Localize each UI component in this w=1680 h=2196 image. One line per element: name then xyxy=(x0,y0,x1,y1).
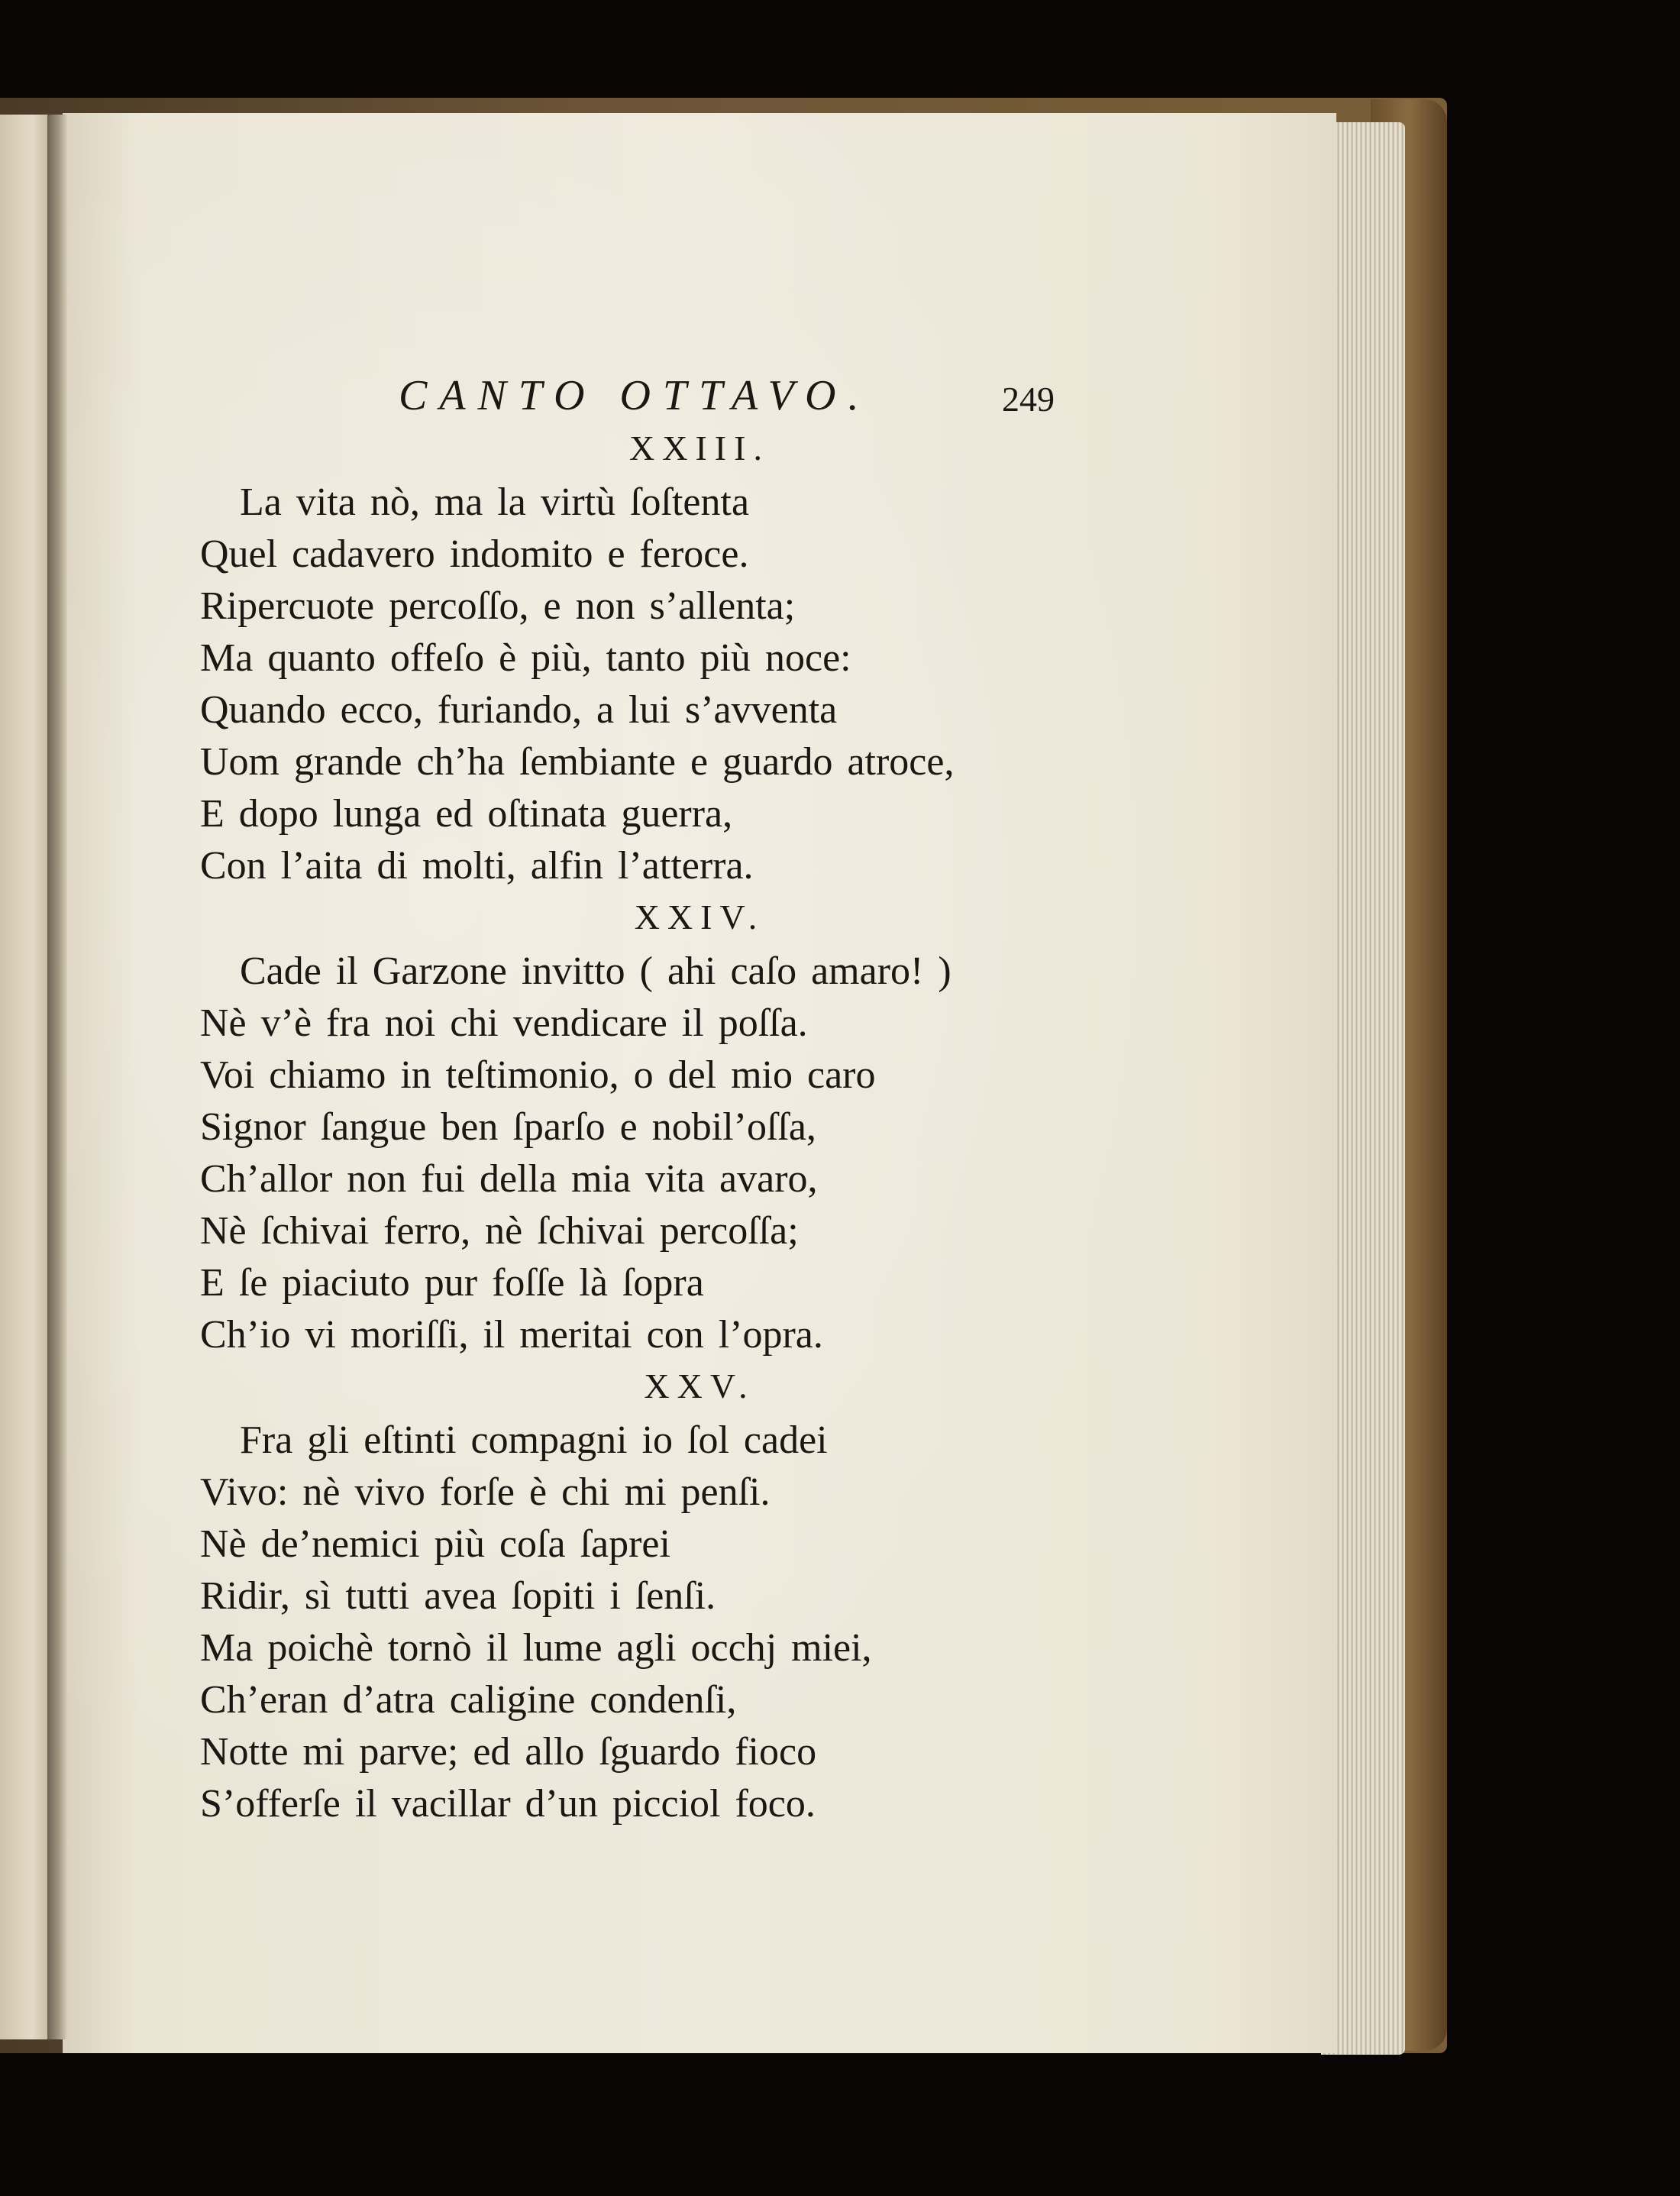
stanza-number: XXV. xyxy=(644,1366,755,1405)
verse-line: Ch’io vi moriſſi, il meritai con l’opra. xyxy=(200,1313,823,1357)
verse-line: Cade il Garzone invitto ( ahi caſo amaro! ) xyxy=(240,949,951,993)
stanza-number: XXIII. xyxy=(629,429,770,467)
verse-line: Notte mi parve; ed allo ſguardo fioco xyxy=(200,1730,817,1774)
verse-line: La vita nò, ma la virtù ſoſtenta xyxy=(240,480,750,524)
verse-line: Voi chiamo in teſtimonio, o del mio caro xyxy=(200,1053,876,1097)
verse-line: Nè v’è fra noi chi vendicare il poſſa. xyxy=(200,1001,808,1045)
book-page xyxy=(63,113,1336,2053)
verse-line: Ma poichè tornò il lume agli occhj miei, xyxy=(200,1626,872,1670)
verse-line: Vivo: nè vivo forſe è chi mi penſi. xyxy=(200,1470,771,1514)
stanza-number: XXIV. xyxy=(634,897,765,936)
page-content xyxy=(63,113,1336,2053)
verse-line: E dopo lunga ed oſtinata guerra, xyxy=(200,792,733,836)
facing-page-edge xyxy=(0,115,53,2039)
verse-line: E ſe piaciuto pur foſſe là ſopra xyxy=(200,1261,704,1305)
verse-line: Ridir, sì tutti avea ſopiti i ſenſi. xyxy=(200,1574,716,1618)
stanza-xxv xyxy=(200,1415,872,1830)
verse-line: Quel cadavero indomito e feroce. xyxy=(200,532,749,576)
verse-line: Ripercuote percoſſo, e non s’allenta; xyxy=(200,584,796,628)
verse-line: Ch’allor non fui della mia vita avaro, xyxy=(200,1157,818,1201)
verse-line: Nè ſchivai ferro, nè ſchivai percoſſa; xyxy=(200,1209,799,1253)
page-number: 249 xyxy=(1002,380,1055,419)
verse-line: Con l’aita di molti, alfin l’atterra. xyxy=(200,844,754,888)
verse-line: Fra gli eſtinti compagni io ſol cadei xyxy=(240,1418,828,1462)
verse-line: Ch’eran d’atra caligine condenſi, xyxy=(200,1678,737,1722)
running-title: CANTO OTTAVO. xyxy=(399,372,871,419)
verse-line: S’offerſe il vacillar d’un picciol foco. xyxy=(200,1782,816,1826)
verse-line: Uom grande ch’ha ſembiante e guardo atroce, xyxy=(200,740,955,784)
verse-line: Signor ſangue ben ſparſo e nobil’oſſa, xyxy=(200,1105,816,1149)
stanza-xxiv xyxy=(200,946,951,1361)
verse-line: Quando ecco, furiando, a lui s’avventa xyxy=(200,688,838,732)
verse-line: Ma quanto offeſo è più, tanto più noce: xyxy=(200,636,851,680)
book-gutter xyxy=(47,115,67,2039)
stanza-xxiii xyxy=(200,477,954,892)
page-header xyxy=(63,371,1336,432)
verse-line: Nè de’nemici più coſa ſaprei xyxy=(200,1522,670,1566)
